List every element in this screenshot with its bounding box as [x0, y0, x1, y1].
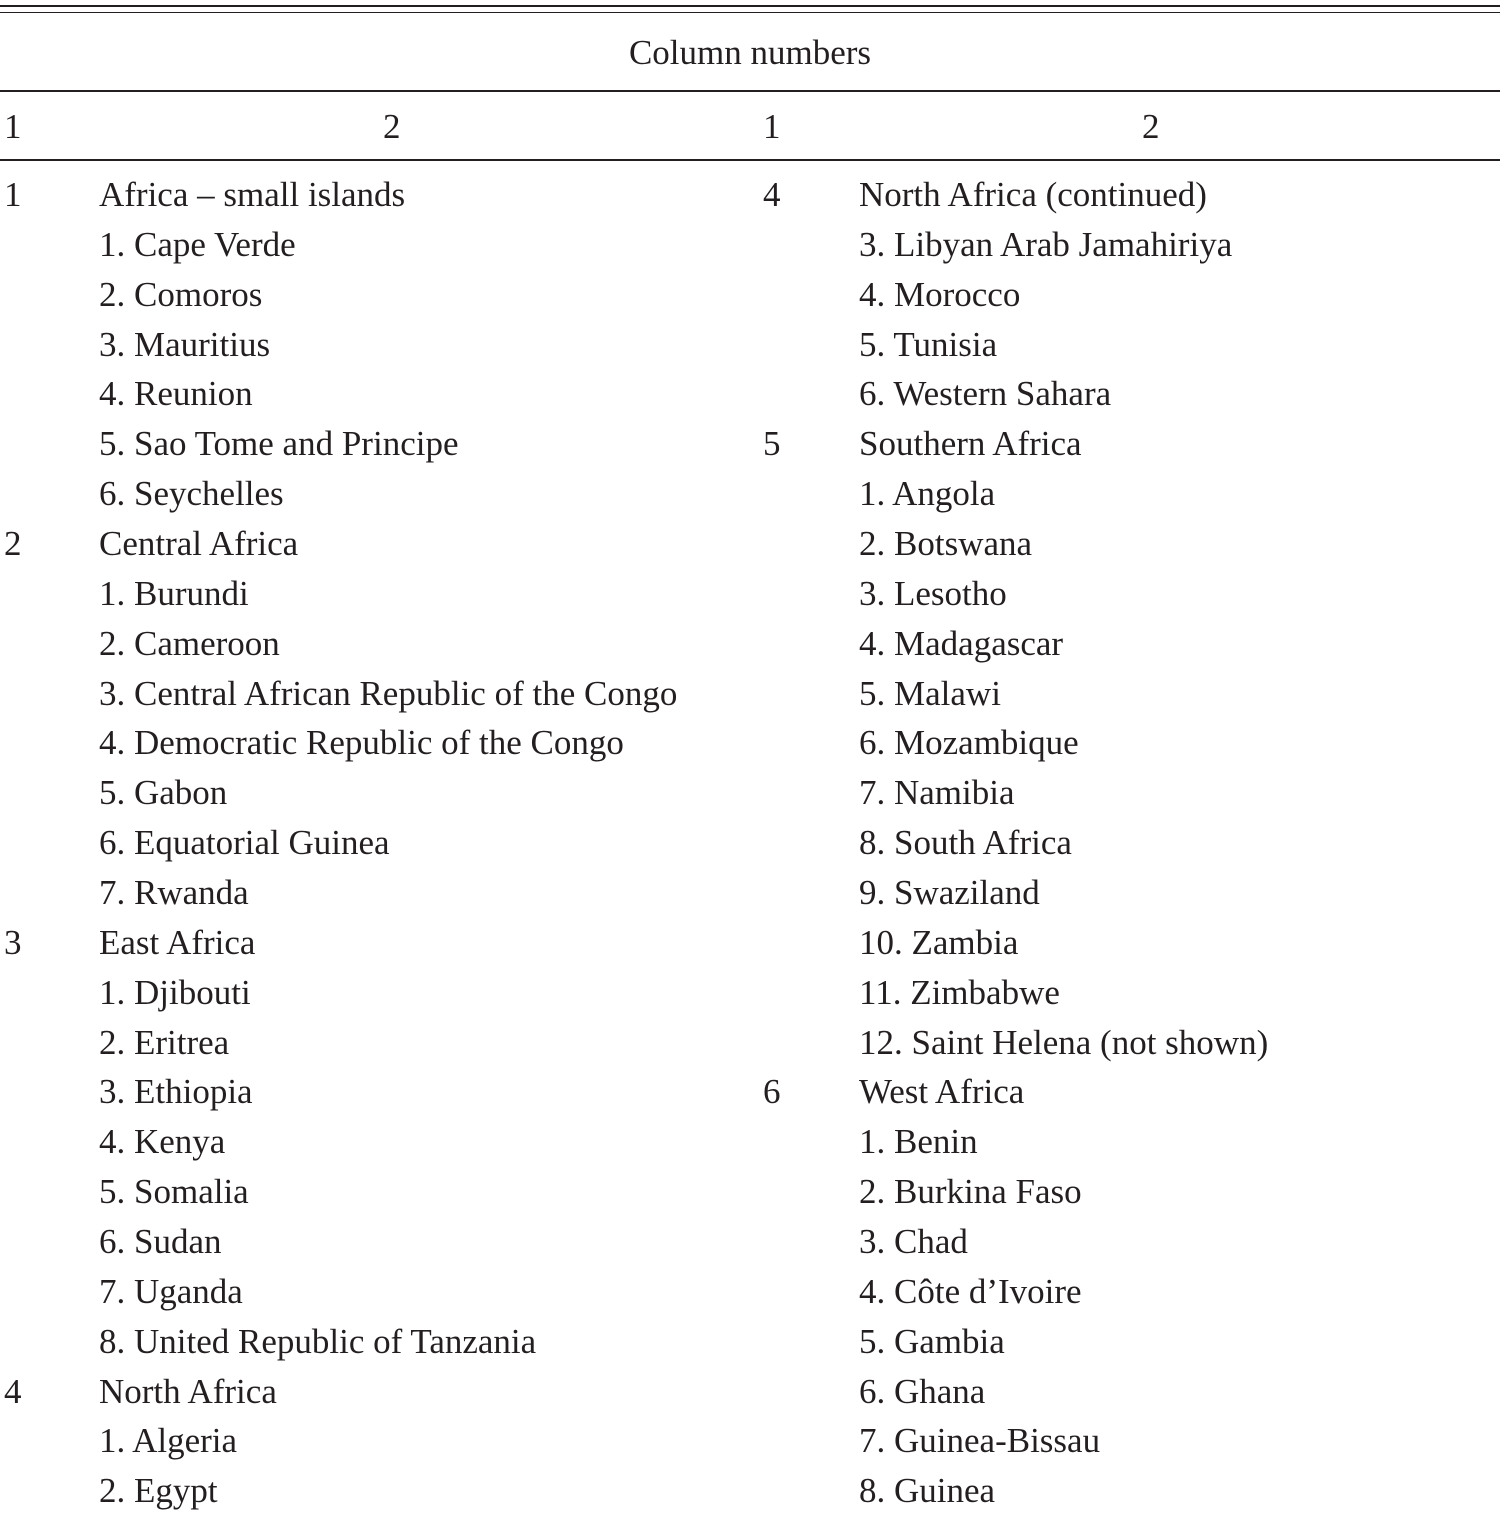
- table-row: [0, 220, 1500, 270]
- table-body: [0, 170, 1500, 1516]
- header-col-1-right: 1: [763, 107, 781, 146]
- table-row: [0, 768, 1500, 818]
- table-row: [0, 469, 1500, 519]
- header-col-1-left: 1: [4, 107, 22, 146]
- table-caption: Column numbers: [628, 33, 872, 72]
- table-row: [0, 519, 1500, 569]
- region-entry-right: 12. Saint Helena (not shown): [859, 1022, 1269, 1062]
- region-entry-left: 4. Reunion: [99, 374, 253, 414]
- region-number-right: 6: [763, 1072, 781, 1112]
- table-row: [0, 619, 1500, 669]
- region-entry-left: 4. Democratic Republic of the Congo: [99, 723, 624, 763]
- region-entry-left: 1. Djibouti: [99, 972, 251, 1012]
- region-entry-left: 5. Sao Tome and Principe: [99, 424, 459, 464]
- region-entry-left: 8. United Republic of Tanzania: [99, 1321, 537, 1361]
- region-number-right: 4: [763, 175, 781, 214]
- region-entry-right: Southern Africa: [859, 424, 1082, 464]
- region-entry-right: 3. Chad: [859, 1222, 968, 1262]
- region-entry-right: 6. Mozambique: [859, 723, 1079, 763]
- region-entry-left: 5. Somalia: [99, 1172, 249, 1212]
- region-entry-left: 2. Egypt: [99, 1471, 218, 1511]
- region-number-right: 5: [763, 424, 781, 464]
- table-row: [0, 1117, 1500, 1167]
- table-row: [0, 1416, 1500, 1466]
- region-number-left: 1: [4, 175, 22, 214]
- table-row: [0, 1217, 1500, 1267]
- table-row: [0, 170, 1500, 220]
- region-entry-left: 5. Gabon: [99, 773, 228, 813]
- region-entry-right: 4. Madagascar: [859, 623, 1064, 663]
- region-entry-left: 6. Sudan: [99, 1222, 222, 1262]
- table-row: [0, 1317, 1500, 1367]
- region-entry-right: West Africa: [859, 1072, 1025, 1112]
- header-col-2-left: 2: [383, 107, 401, 146]
- region-entry-right: 6. Ghana: [859, 1371, 986, 1411]
- region-entry-right: 5. Tunisia: [859, 324, 998, 364]
- table-row: [0, 868, 1500, 918]
- region-entry-right: North Africa (continued): [859, 175, 1207, 214]
- region-entry-right: 8. South Africa: [859, 823, 1072, 863]
- table-row: [0, 1367, 1500, 1417]
- region-entry-left: Central Africa: [99, 524, 299, 564]
- top-rule: [0, 5, 1500, 7]
- region-entry-left: Africa – small islands: [99, 175, 406, 214]
- table-row: [0, 1167, 1500, 1217]
- region-entry-left: 6. Equatorial Guinea: [99, 823, 390, 863]
- region-entry-left: 2. Comoros: [99, 274, 263, 314]
- table-row: [0, 369, 1500, 419]
- region-entry-right: 9. Swaziland: [859, 873, 1040, 913]
- region-entry-left: 7. Rwanda: [99, 873, 249, 913]
- table-row: [0, 818, 1500, 868]
- table-row: [0, 320, 1500, 370]
- region-entry-right: 5. Gambia: [859, 1321, 1005, 1361]
- top-rule-inner: [0, 12, 1500, 13]
- region-entry-right: 7. Namibia: [859, 773, 1015, 813]
- region-entry-left: 1. Algeria: [99, 1421, 238, 1461]
- table-row: [0, 270, 1500, 320]
- table-row: [0, 1466, 1500, 1516]
- region-entry-right: 4. Côte d’Ivoire: [859, 1271, 1082, 1311]
- caption-rule: [0, 90, 1500, 92]
- region-entry-right: 7. Guinea-Bissau: [859, 1421, 1101, 1461]
- table-row: [0, 918, 1500, 968]
- table-row: [0, 569, 1500, 619]
- region-entry-left: 1. Burundi: [99, 573, 249, 613]
- region-entry-left: 2. Cameroon: [99, 623, 280, 663]
- region-entry-left: 6. Seychelles: [99, 474, 284, 514]
- region-entry-right: 2. Botswana: [859, 524, 1033, 564]
- region-entry-right: 3. Lesotho: [859, 573, 1007, 613]
- header-col-2-right: 2: [1142, 107, 1160, 146]
- table-row: [0, 669, 1500, 719]
- region-entry-left: 7. Uganda: [99, 1271, 243, 1311]
- table-row: [0, 718, 1500, 768]
- region-entry-right: 10. Zambia: [859, 922, 1019, 962]
- table-row: [0, 1018, 1500, 1068]
- table-row: [0, 1267, 1500, 1317]
- region-entry-left: North Africa: [99, 1371, 277, 1411]
- region-entry-right: 11. Zimbabwe: [859, 972, 1060, 1012]
- region-entry-left: 2. Eritrea: [99, 1022, 230, 1062]
- region-entry-right: 1. Benin: [859, 1122, 978, 1162]
- region-entry-right: 1. Angola: [859, 474, 996, 514]
- region-number-left: 3: [4, 922, 22, 962]
- region-entry-right: 4. Morocco: [859, 274, 1021, 314]
- region-entry-right: 6. Western Sahara: [859, 374, 1112, 414]
- region-entry-right: 5. Malawi: [859, 673, 1001, 713]
- region-number-left: 2: [4, 524, 22, 564]
- region-number-left: 4: [4, 1371, 22, 1411]
- table-row: [0, 419, 1500, 469]
- region-entry-left: 4. Kenya: [99, 1122, 226, 1162]
- region-entry-left: East Africa: [99, 922, 256, 962]
- table-row: [0, 968, 1500, 1018]
- region-entry-left: 3. Mauritius: [99, 324, 271, 364]
- region-entry-left: 3. Central African Republic of the Congo: [99, 673, 678, 713]
- table-row: [0, 1067, 1500, 1117]
- region-entry-left: 3. Ethiopia: [99, 1072, 253, 1112]
- header-rule: [0, 159, 1500, 161]
- region-entry-left: 1. Cape Verde: [99, 224, 296, 264]
- region-entry-right: 3. Libyan Arab Jamahiriya: [859, 224, 1233, 264]
- region-entry-right: 8. Guinea: [859, 1471, 996, 1511]
- region-entry-right: 2. Burkina Faso: [859, 1172, 1082, 1212]
